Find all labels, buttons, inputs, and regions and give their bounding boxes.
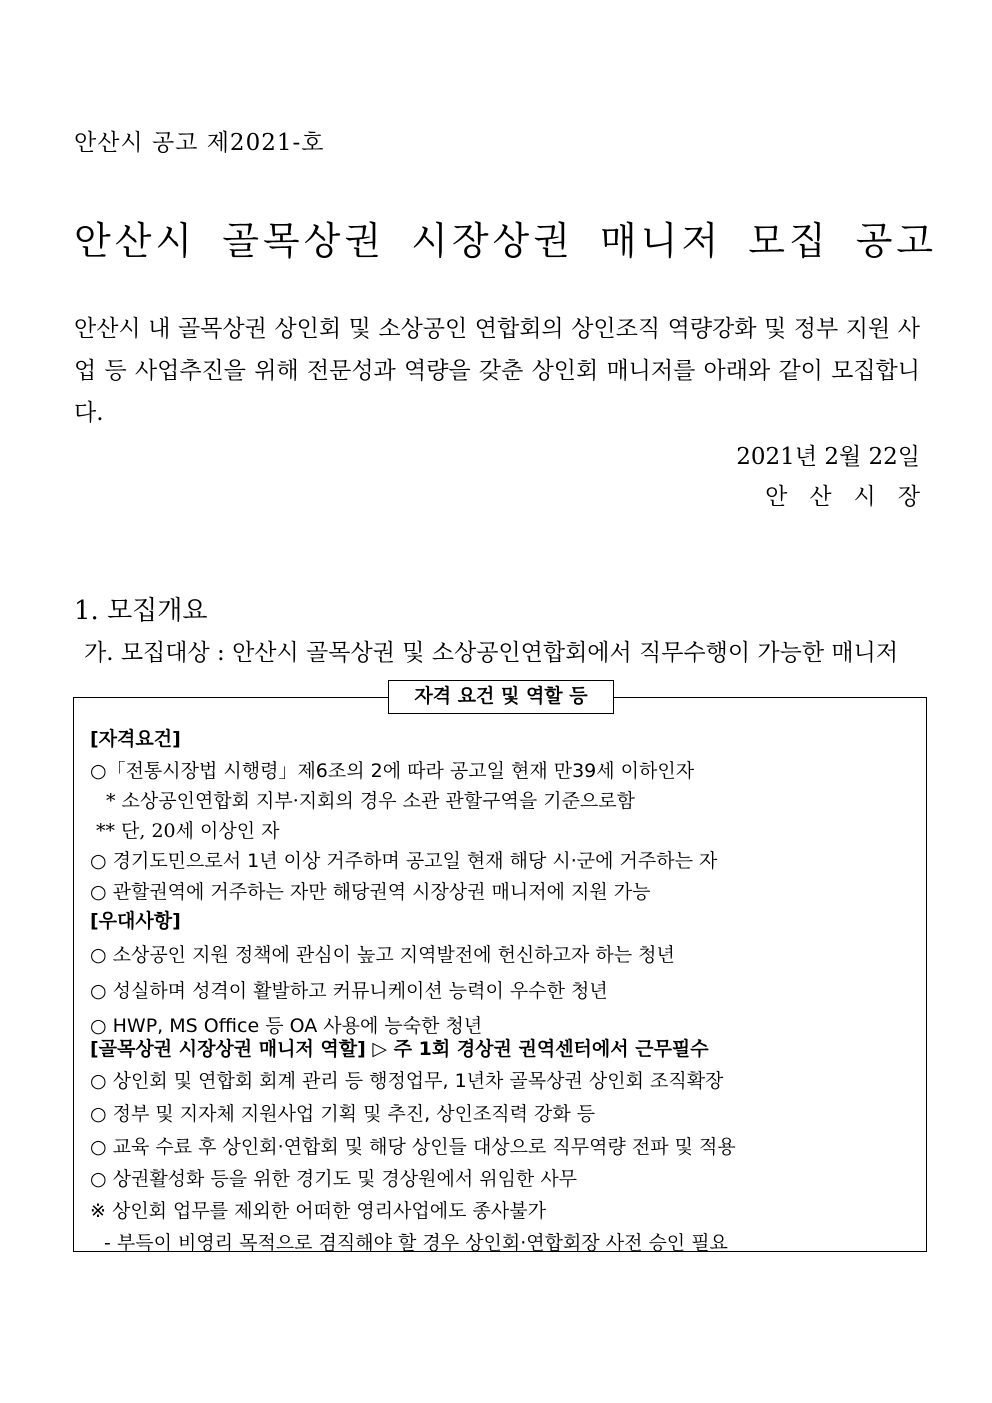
role-heading: [골목상권 시장상권 매니저 역할] ▷ 주 1회 경상권 권역센터에서 근무필수 — [90, 1038, 709, 1060]
qualification-item: ○ 경기도민으로서 1년 이상 거주하며 공고일 현재 해당 시·군에 거주하는 자 — [90, 850, 718, 872]
issuer-name: 안산시장 — [765, 484, 942, 510]
intro-paragraph: 안산시 내 골목상권 상인회 및 소상공인 연합회의 상인조직 역량강화 및 정부 지원 사업 등 사업추진을 위해 전문성과 역량을 갖춘 상인회 매니저를 아래와 같이 모집합니다. — [74, 316, 920, 426]
preference-item: ○ HWP, MS Office 등 OA 사용에 능숙한 청년 — [90, 1015, 483, 1037]
role-item: ○ 상권활성화 등을 위한 경기도 및 경상원에서 위임한 사무 — [90, 1168, 578, 1190]
notice-number: 안산시 공고 제2021-호 — [74, 130, 325, 156]
preference-item: ○ 성실하며 성격이 활발하고 커뮤니케이션 능력이 우수한 청년 — [90, 980, 608, 1002]
qualification-note: * 소상공인연합회 지부·지회의 경우 소관 관할구역을 기준으로함 — [106, 790, 635, 812]
role-item: ○ 정부 및 지자체 지원사업 기획 및 추진, 상인조직력 강화 등 — [90, 1103, 596, 1125]
qualifications-heading: [자격요건] — [90, 728, 181, 750]
notice-date: 2021년 2월 22일 — [736, 444, 920, 470]
qualification-item: ○「전통시장법 시행령」제6조의 2에 따라 공고일 현재 만39세 이하인자 — [90, 760, 695, 782]
qualification-item: ○ 관할권역에 거주하는 자만 해당권역 시장상권 매니저에 지원 가능 — [90, 881, 651, 903]
preference-item: ○ 소상공인 지원 정책에 관심이 높고 지역발전에 헌신하고자 하는 청년 — [90, 944, 675, 966]
role-item: ※ 상인회 업무를 제외한 어떠한 영리사업에도 종사불가 — [90, 1200, 546, 1222]
role-note: - 부득이 비영리 목적으로 겸직해야 할 경우 상인회·연합회장 사전 승인 필요 — [104, 1232, 728, 1254]
qualification-note: ** 단, 20세 이상인 자 — [96, 820, 280, 842]
preferences-heading: [우대사항] — [90, 910, 181, 932]
section-heading: 1. 모집개요 — [74, 596, 208, 626]
role-item: ○ 교육 수료 후 상인회·연합회 및 해당 상인들 대상으로 직무역량 전파 및 적용 — [90, 1136, 736, 1158]
recruitment-target: 가. 모집대상 : 안산시 골목상권 및 소상공인연합회에서 직무수행이 가능한 매니저 — [84, 640, 899, 666]
document-title: 안산시 골목상권 시장상권 매니저 모집 공고 — [74, 219, 938, 263]
role-item: ○ 상인회 및 연합회 회계 관리 등 행정업무, 1년차 골목상권 상인회 조직확장 — [90, 1070, 724, 1092]
box-title: 자격 요건 및 역할 등 — [388, 680, 614, 714]
